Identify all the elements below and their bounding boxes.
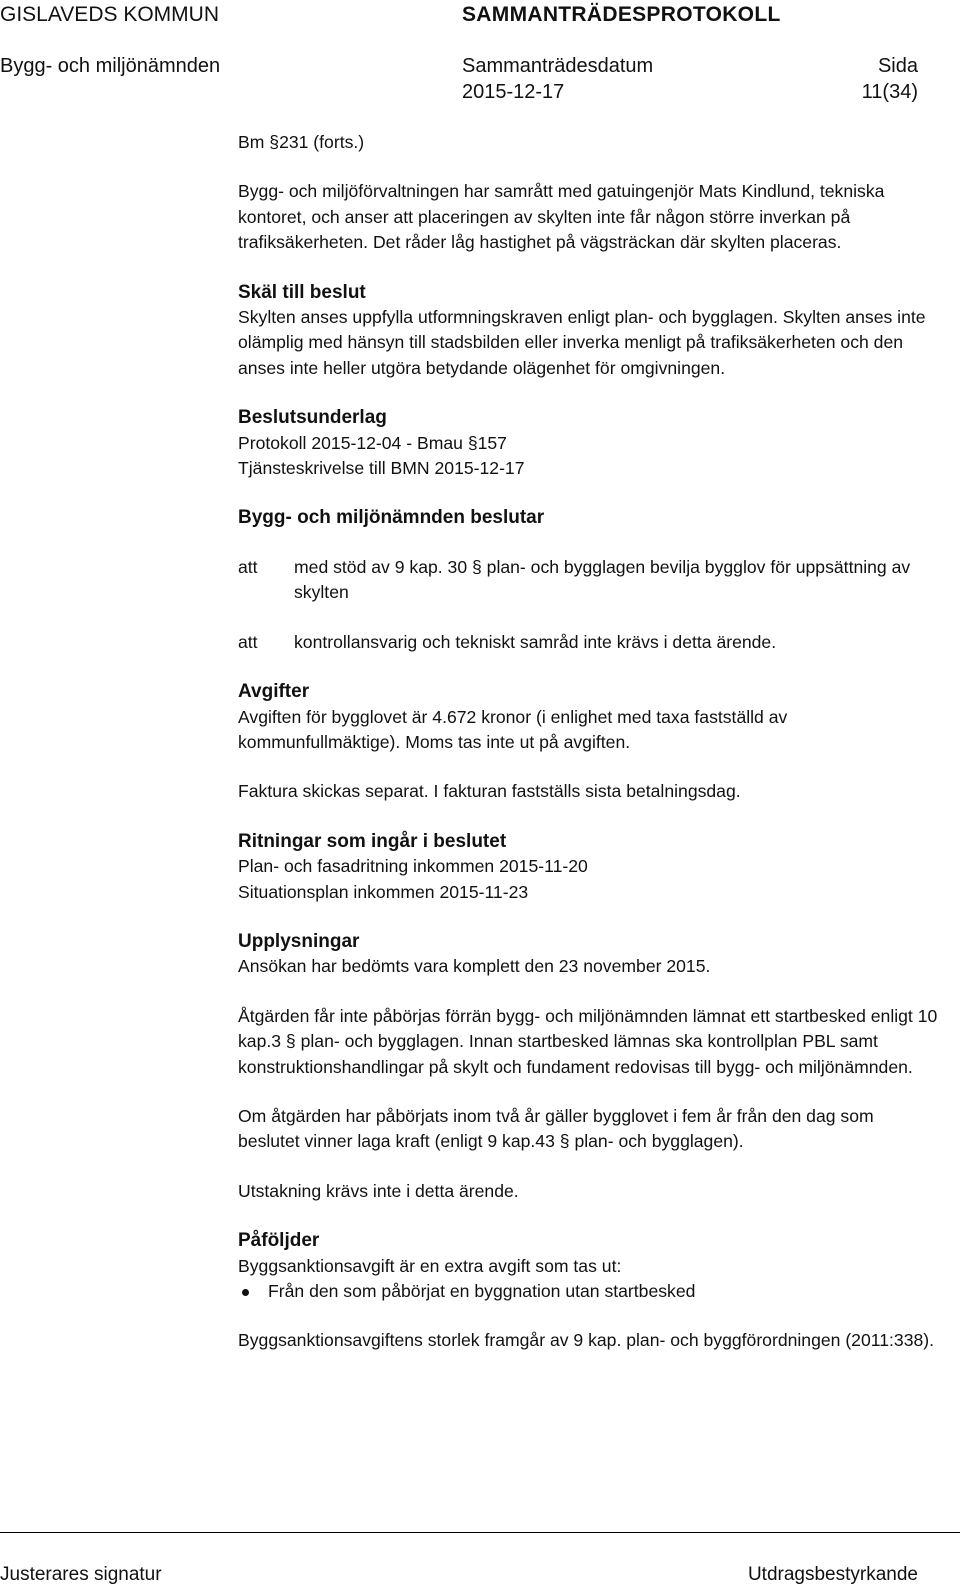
meeting-date: 2015-12-17: [462, 81, 565, 103]
upplysningar-paragraph-3: Om åtgärden har påbörjats inom två år gäller bygglovet i fem år från den dag som beslutet vinner laga kraft (enligt 9 kap.43 § plan- och bygglagen).: [238, 1105, 874, 1152]
ritningar-item-2: Situationsplan inkommen 2015-11-23: [238, 881, 529, 902]
avgifter-paragraph: Avgiften för bygglovet är 4.672 kronor (i enlighet med taxa fastställd av kommunfullmäktige). Moms tas inte ut på avgiften.: [238, 706, 788, 752]
pafoljder-paragraph: Byggsanktionsavgift är en extra avgift som tas ut:: [238, 1255, 622, 1276]
decision-item-2: [238, 630, 938, 655]
faktura-paragraph: Faktura skickas separat. I fakturan fastställs sista betalningsdag.: [238, 781, 741, 802]
underlag-heading: Beslutsunderlag: [238, 407, 387, 429]
decision-item-1: [238, 555, 938, 606]
organization-name: GISLAVEDS KOMMUN: [0, 3, 219, 26]
document-body: [238, 130, 938, 1354]
document-type: SAMMANTRÄDESPROTOKOLL: [462, 3, 781, 26]
page-number: 11(34): [861, 81, 918, 103]
skal-paragraph: Skylten anses uppfylla utformningskraven enligt plan- och bygglagen. Skylten anses inte olämplig med hänsyn till stadsbilden eller inverka menligt på trafiksäkerheten och den anses inte heller utgöra betydande olägenhet för omgivningen.: [238, 307, 926, 378]
avgifter-heading: Avgifter: [238, 681, 310, 703]
document-footer: [0, 1554, 960, 1594]
pafoljder-heading: Påföljder: [238, 1230, 320, 1252]
underlag-item-1: Protokoll 2015-12-04 - Bmau §157: [238, 432, 507, 453]
header-row-1: [0, 2, 960, 32]
upplysningar-heading: Upplysningar: [238, 930, 360, 952]
att-label: att: [238, 631, 258, 652]
intro-paragraph: Bygg- och miljöförvaltningen har samrått med gatuingenjör Mats Kindlund, tekniska kontoret, och anser att placeringen av skylten inte får någon större inverkan på trafiksäkerheten. Det råder låg hastighet på vägsträckan där skylten placeras.: [238, 181, 885, 253]
bullet-item: [238, 1279, 938, 1304]
header-row-3: [0, 79, 960, 109]
section-reference: Bm §231 (forts.): [238, 132, 365, 152]
upplysningar-paragraph-4: Utstakning krävs inte i detta ärende.: [238, 1180, 519, 1201]
storlek-paragraph: Byggsanktionsavgiftens storlek framgår av 9 kap. plan- och byggförordningen (2011:338).: [238, 1330, 935, 1351]
extract-label: Utdragsbestyrkande: [747, 1564, 918, 1585]
footer-divider: [0, 1532, 960, 1533]
upplysningar-paragraph-2: Åtgärden får inte påbörjas förrän bygg- och miljönämnden lämnat ett startbesked enligt 10 kap.3 § plan- och bygglagen. Innan startbesked lämnas ska kontrollplan PBL samt konstruktionshandlingar på skylt och fundament redovisas till bygg- och miljönämnden.: [238, 1005, 938, 1077]
decision-heading: Bygg- och miljönämnden beslutar: [238, 507, 545, 529]
ritningar-item-1: Plan- och fasadritning inkommen 2015-11-20: [238, 856, 588, 877]
signature-label: Justerares signatur: [0, 1564, 162, 1585]
att-label: att: [238, 556, 258, 577]
page-label: Sida: [877, 55, 918, 77]
upplysningar-paragraph-1: Ansökan har bedömts vara komplett den 23 november 2015.: [238, 956, 711, 977]
ritningar-heading: Ritningar som ingår i beslutet: [238, 830, 507, 852]
meeting-date-label: Sammanträdesdatum: [462, 55, 654, 77]
decision-text-2: kontrollansvarig och tekniskt samråd inte krävs i detta ärende.: [294, 631, 777, 652]
underlag-item-2: Tjänsteskrivelse till BMN 2015-12-17: [238, 458, 525, 479]
skal-heading: Skäl till beslut: [238, 281, 366, 303]
bullet-text: Från den som påbörjat en byggnation utan startbesked: [268, 1281, 696, 1301]
board-name: Bygg- och miljönämnden: [0, 55, 221, 77]
decision-text-1: med stöd av 9 kap. 30 § plan- och bygglagen bevilja bygglov för uppsättning av skylten: [294, 556, 911, 603]
bullet-dot-icon: [242, 1289, 249, 1296]
